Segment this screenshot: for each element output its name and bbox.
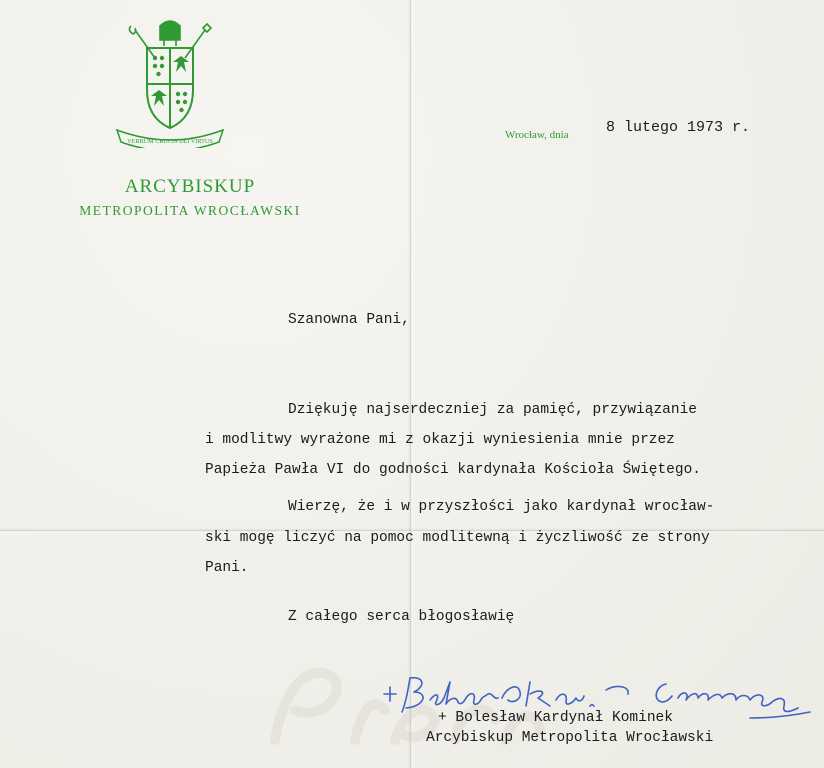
closing: Z całego serca błogosławię [288,609,515,625]
paragraph-2-line-3: Pani. [205,560,249,576]
date-prefix: Wrocław, dnia [505,129,569,141]
paragraph-1-line-2: i modlitwy wyrażone mi z okazji wyniesienia mnie przez [205,432,675,448]
paragraph-2-line-1: Wierzę, że i w przyszłości jako kardynał wrocław- [288,499,715,515]
letterhead-title: ARCYBISKUP [124,176,256,197]
signatory-title: Arcybiskup Metropolita Wrocławski [426,730,714,746]
signatory-name: + Bolesław Kardynał Kominek [438,710,673,726]
paragraph-2-line-2: ski mogę liczyć na pomoc modlitewną i życzliwość ze strony [205,530,710,546]
coat-of-arms-logo [115,18,225,148]
letterhead-subtitle: METROPOLITA WROCŁAWSKI [79,203,301,218]
paragraph-1-line-1: Dziękuję najserdeczniej za pamięć, przywiązanie [288,402,697,418]
motto-text: VERBUM CRUCIS DEI VIRTUS [127,138,213,145]
date-value: 8 lutego 1973 r. [606,119,751,136]
salutation: Szanowna Pani, [288,312,410,328]
paragraph-1-line-3: Papieża Pawła VI do godności kardynała Kościoła Świętego. [205,462,701,478]
letterhead [40,18,340,228]
